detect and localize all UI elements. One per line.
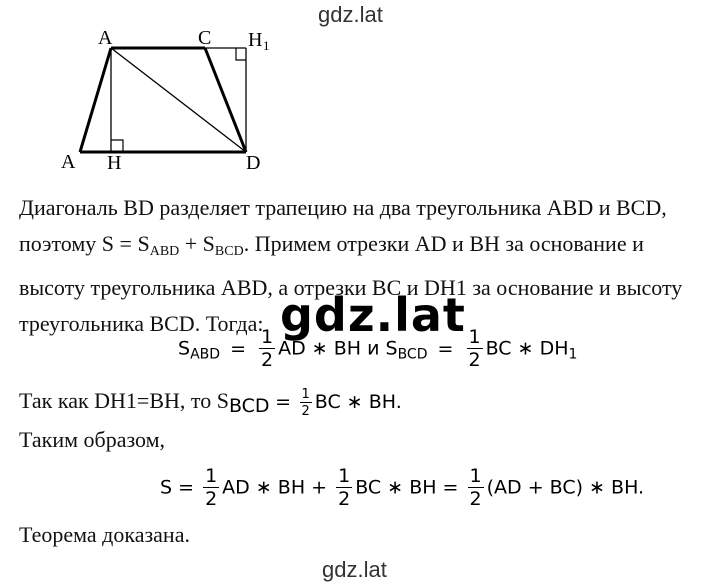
- right-angle-h1: [236, 48, 246, 60]
- equation-areas: $S_{ABD}$ = $\frac{1}{2}$ AD ∗ BH и $S_{BCD}$ = $\frac{1}{2}$ BC ∗ $DH_1$: [178, 326, 578, 371]
- watermark-bottom: gdz.lat: [322, 557, 387, 582]
- intro-line-3: высоту треугольника ABD, а отрезки BC и DH1 за основание и высоту: [19, 275, 683, 300]
- label-a-bottom: A: [61, 151, 76, 170]
- conclusion: Теорема доказана.: [19, 522, 190, 547]
- intro-line-2: поэтому $S = S_{ABD} + S_{BCD}$. Примем отрезки AD и BH за основание и: [19, 231, 644, 259]
- watermark-middle: gdz.lat: [280, 288, 466, 342]
- label-d: D: [246, 152, 261, 170]
- left-leg: [80, 48, 111, 152]
- label-h1-sub: 1: [263, 38, 270, 53]
- line-since: Так как DH1=BH, то SBCD = $\frac{1}{2}$ BC ∗ BH.: [19, 387, 402, 419]
- label-h1: H: [248, 29, 263, 51]
- intro-line-1: Диагональ BD разделяет трапецию на два треугольника ABD и BCD,: [19, 195, 667, 220]
- label-a-top: A: [98, 27, 113, 49]
- label-c: C: [198, 27, 212, 49]
- watermark-top: gdz.lat: [318, 2, 383, 27]
- intro-line-4: треугольника BCD. Тогда:: [19, 311, 264, 336]
- equation-total-area: S = $\frac{1}{2}$ AD ∗ BH + $\frac{1}{2}$ BC ∗ BH = $\frac{1}{2}$ (AD + BC) ∗ BH.: [160, 465, 645, 510]
- right-angle-h: [111, 140, 123, 152]
- trapezoid-figure: [40, 20, 280, 170]
- label-h: H: [107, 152, 122, 170]
- line-thus: Таким образом,: [19, 427, 166, 452]
